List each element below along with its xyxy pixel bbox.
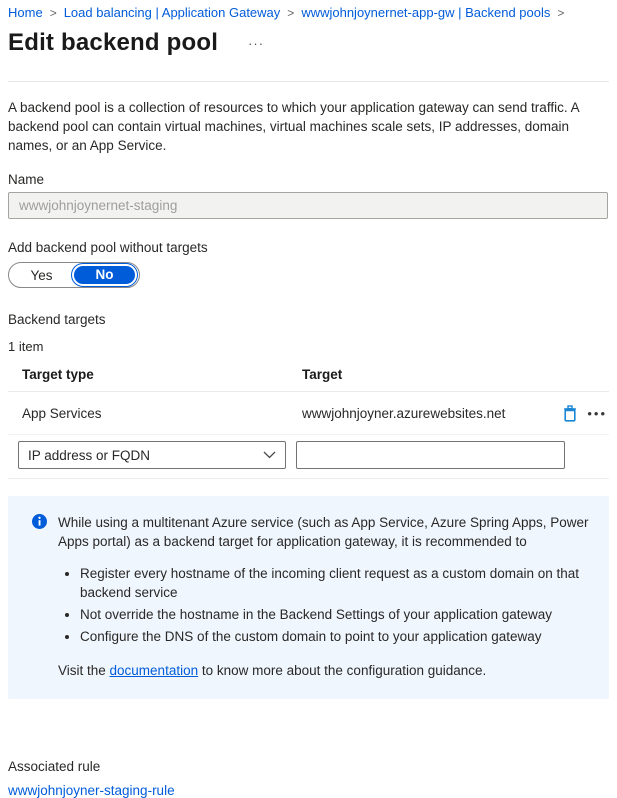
info-content [58, 513, 593, 680]
info-bullet-list [80, 564, 593, 646]
breadcrumb-load-balancing[interactable]: Load balancing | Application Gateway [63, 5, 281, 20]
row-actions [545, 405, 609, 422]
row-more-options-icon[interactable]: ••• [587, 405, 607, 421]
target-type-dropdown[interactable] [18, 441, 286, 469]
target-type-dropdown-value: IP address or FQDN [28, 447, 151, 463]
info-footer-suffix: to know more about the configuration guidance. [198, 663, 487, 678]
backend-targets-heading: Backend targets [8, 312, 106, 327]
column-header-target: Target [302, 367, 343, 382]
associated-rule-label: Associated rule [8, 759, 101, 774]
info-footer-prefix: Visit the [58, 663, 110, 678]
delete-target-icon[interactable] [562, 405, 578, 422]
add-target-row [8, 435, 609, 478]
targets-bottom-divider [8, 478, 609, 479]
breadcrumb [8, 5, 609, 20]
column-header-target-type: Target type [22, 367, 94, 382]
pool-description: A backend pool is a collection of resources to which your application gateway can send traffic. A backend pool can contain virtual machines, virtual machines scale sets, IP addresses, domain names, or an App Service. [8, 100, 579, 153]
more-options-icon[interactable]: ··· [248, 35, 265, 51]
chevron-down-icon [263, 451, 276, 459]
name-label: Name [8, 172, 45, 187]
target-type-cell: App Services [22, 406, 102, 421]
table-row [8, 392, 609, 435]
info-bullet: • Configure the DNS of the custom domain to point to your application gateway [80, 627, 593, 646]
chevron-right-icon: > [557, 5, 565, 20]
add-without-targets-label: Add backend pool without targets [8, 240, 208, 255]
chevron-right-icon: > [287, 5, 295, 20]
info-icon [32, 514, 47, 529]
breadcrumb-backend-pools[interactable]: wwwjohnjoynernet-app-gw | Backend pools [301, 5, 551, 20]
title-divider [8, 81, 609, 82]
info-bullet: • Register every hostname of the incoming client request as a custom domain on that backend service [80, 564, 593, 602]
page-title: Edit backend pool [8, 29, 219, 56]
associated-rule-link[interactable]: wwwjohnjoyner-staging-rule [8, 783, 175, 798]
info-footer [58, 661, 593, 680]
documentation-link[interactable]: documentation [109, 663, 199, 678]
item-count: 1 item [8, 339, 44, 354]
toggle-option-no[interactable]: No [72, 264, 137, 286]
breadcrumb-home[interactable]: Home [8, 5, 43, 20]
target-cell: wwwjohnjoyner.azurewebsites.net [302, 406, 506, 421]
info-intro: While using a multitenant Azure service (such as App Service, Azure Spring Apps, Power Apps portal) as a backend target for application gateway, it is recommended to [58, 515, 589, 549]
title-row [8, 29, 609, 57]
toggle-option-yes[interactable]: Yes [30, 267, 53, 283]
yes-no-toggle[interactable] [8, 262, 140, 288]
target-value-input[interactable] [296, 441, 565, 469]
name-field [8, 192, 608, 219]
info-bullet: • Not override the hostname in the Backend Settings of your application gateway [80, 605, 593, 624]
info-box [8, 496, 609, 699]
chevron-right-icon: > [49, 5, 57, 20]
targets-table-header [8, 367, 609, 382]
